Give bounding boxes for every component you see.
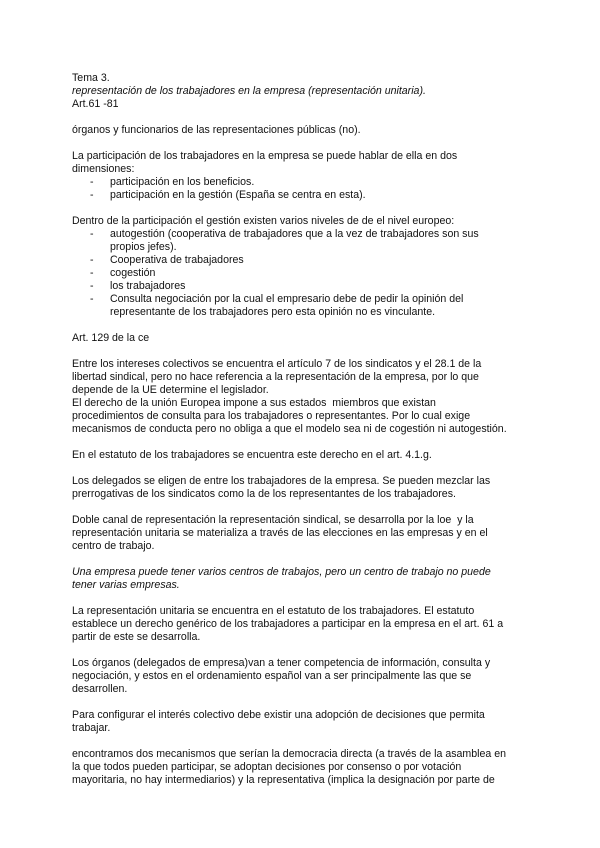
- paragraph: [72, 215, 530, 228]
- text-line: encontramos dos mecanismos que serían la democracia directa (a través de la asamblea en: [72, 748, 506, 760]
- list-item: - Cooperativa de trabajadores: [90, 254, 244, 266]
- list-item: - participación en la gestión (España se centra en esta).: [90, 189, 366, 201]
- text-line: tener varias empresas.: [72, 579, 180, 591]
- text-line: Para configurar el interés colectivo debe existir una adopción de decisiones que permita: [72, 709, 485, 721]
- articles-reference: Art.61 -81: [72, 98, 119, 110]
- text-line: centro de trabajo.: [72, 540, 155, 552]
- text-line: La representación unitaria se encuentra en el estatuto de los trabajadores. El estatuto: [72, 605, 475, 617]
- paragraph: [72, 332, 530, 345]
- text-line: trabajar.: [72, 722, 111, 734]
- text-line: órganos y funcionarios de las representaciones públicas (no).: [72, 124, 361, 136]
- paragraph: [72, 657, 530, 696]
- text-line: mayoritaria, no hay intermediarios) y la representativa (implica la designación por parte de: [72, 774, 495, 786]
- paragraph: [72, 605, 530, 644]
- text-line: Los delegados se eligen de entre los trabajadores de la empresa. Se pueden mezclar las: [72, 475, 491, 487]
- text-line: dimensiones:: [72, 163, 135, 175]
- text-line: Una empresa puede tener varios centros de trabajos, pero un centro de trabajo no puede: [72, 566, 491, 578]
- text-line: Los órganos (delegados de empresa)van a tener competencia de información, consulta y: [72, 657, 491, 669]
- participation-list: [72, 176, 530, 202]
- text-line: prerrogativas de los sindicatos como la de los representantes de los trabajadores.: [72, 488, 456, 500]
- paragraph: [72, 124, 530, 137]
- list-item: - autogestión (cooperativa de trabajadores que a la vez de trabajadores son sus propios jefes).: [90, 228, 479, 253]
- text-line: libertad sindical, pero no hace referencia a la representación de la empresa, por lo que: [72, 371, 479, 383]
- italic-paragraph: [72, 566, 530, 592]
- text-line: representación unitaria se materializa a través de las elecciones en las empresas y en el: [72, 527, 488, 539]
- text-line: Doble canal de representación la representación sindical, se desarrolla por la loe y la: [72, 514, 474, 526]
- paragraph: [72, 748, 530, 787]
- text-line: procedimientos de consulta para los trabajadores o representantes. Por lo cual exige: [72, 410, 471, 422]
- text-line: mecanismos de conducta pero no obliga a que el modelo sea ni de cogestión ni autogestión.: [72, 423, 507, 435]
- text-line: Dentro de la participación el gestión existen varios niveles de de el nivel europeo:: [72, 215, 455, 227]
- list-item: - los trabajadores: [90, 280, 186, 292]
- paragraph: [72, 358, 530, 436]
- paragraph: [72, 709, 530, 735]
- text-line: establece un derecho genérico de los trabajadores a participar en la empresa en el art. 61 a: [72, 618, 504, 630]
- document-subtitle: representación de los trabajadores en la empresa (representación unitaria).: [72, 85, 426, 97]
- levels-list: [72, 228, 530, 319]
- text-line: El derecho de la unión Europea impone a sus estados miembros que existan: [72, 397, 436, 409]
- text-line: depende de la UE determine el legislador.: [72, 384, 269, 396]
- text-line: partir de este se desarrolla.: [72, 631, 201, 643]
- paragraph: [72, 150, 530, 176]
- list-item: - Consulta negociación por la cual el empresario debe de pedir la opinión del representante de los trabajadores pero esta opinión no es vinculante.: [90, 293, 464, 318]
- document-header: [72, 72, 530, 111]
- paragraph: [72, 449, 530, 462]
- text-line: negociación, y estos en el ordenamiento español van a ser principalmente las que se: [72, 670, 472, 682]
- text-line: En el estatuto de los trabajadores se encuentra este derecho en el art. 4.1.g.: [72, 449, 432, 461]
- text-line: Art. 129 de la ce: [72, 332, 150, 344]
- paragraph: [72, 475, 530, 501]
- text-line: La participación de los trabajadores en la empresa se puede hablar de ella en dos: [72, 150, 458, 162]
- list-item: - cogestión: [90, 267, 156, 279]
- document-page: [72, 72, 530, 787]
- document-title: Tema 3.: [72, 72, 110, 84]
- list-item: - participación en los beneficios.: [90, 176, 255, 188]
- text-line: Entre los intereses colectivos se encuentra el artículo 7 de los sindicatos y el 28.1 de la: [72, 358, 482, 370]
- paragraph: [72, 514, 530, 553]
- text-line: la que todos pueden participar, se adoptan decisiones por consenso o por votación: [72, 761, 462, 773]
- text-line: desarrollen.: [72, 683, 128, 695]
